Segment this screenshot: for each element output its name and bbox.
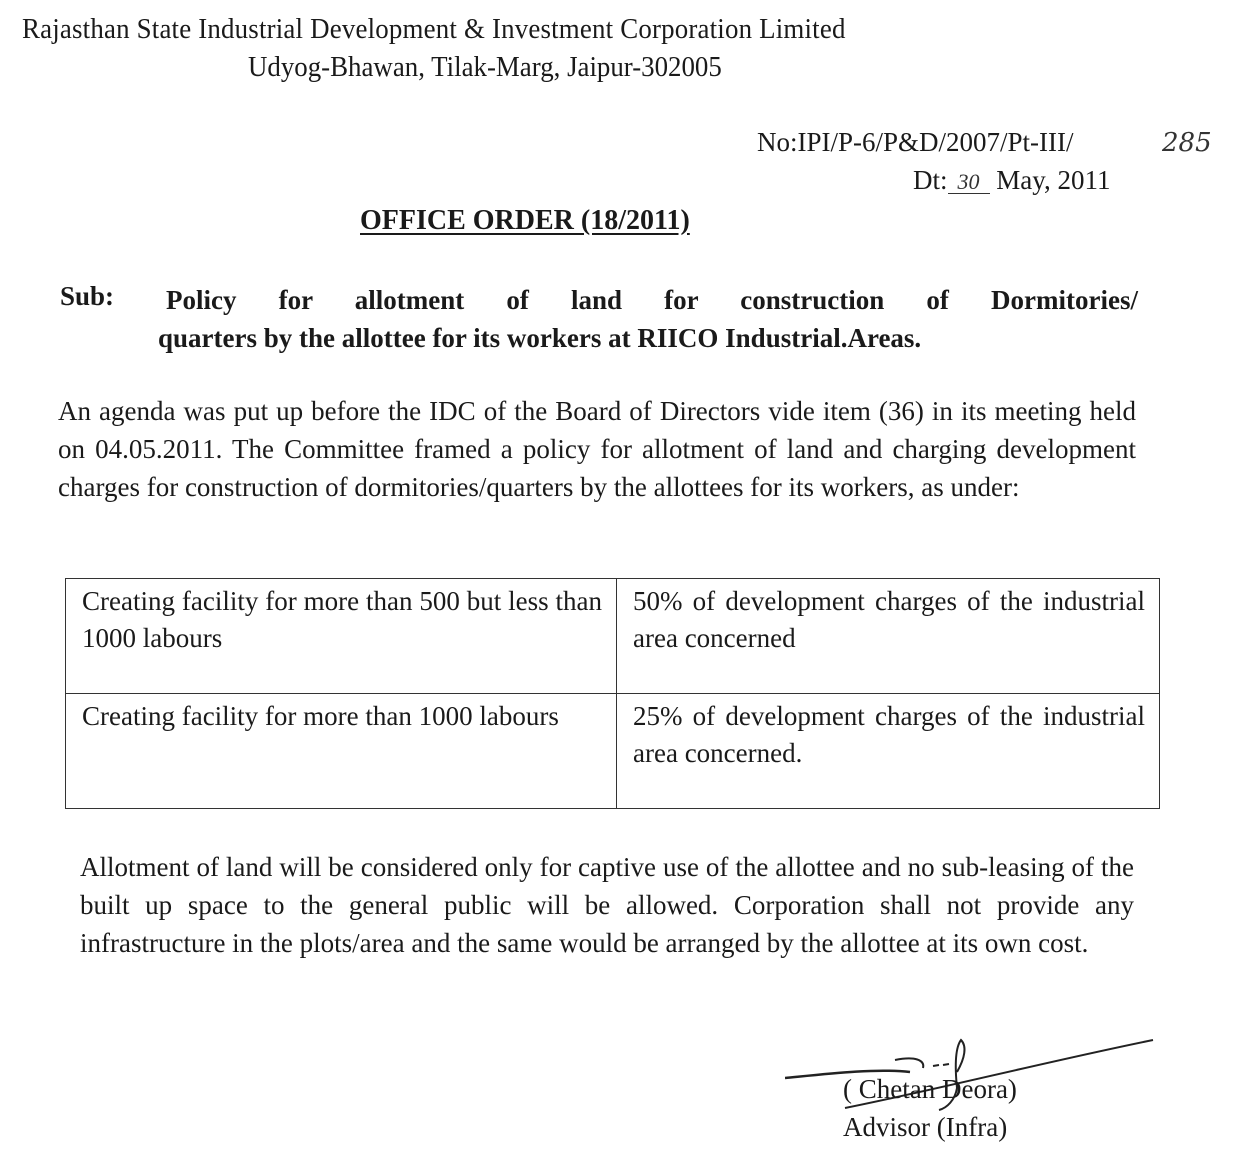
organization-address: Udyog-Bhawan, Tilak-Marg, Jaipur-302005	[248, 52, 722, 83]
subject-text	[158, 281, 1138, 357]
date-day-handwritten: 30	[948, 171, 990, 194]
document-title: OFFICE ORDER (18/2011)	[360, 205, 690, 236]
organization-name: Rajasthan State Industrial Development & Investment Corporation Limited	[22, 14, 846, 45]
reference-number	[757, 127, 1074, 158]
conditions-paragraph: Allotment of land will be considered only for captive use of the allottee and no sub-leasing of the built up space to the general public will be allowed. Corporation shall not provide any infrastructure in the plots/area and the same would be arranged by the allottee at its own cost.	[80, 852, 1134, 958]
policy-table	[65, 578, 1160, 809]
reference-number-printed: No:IPI/P-6/P&D/2007/Pt-III/	[757, 127, 1074, 157]
subject-line-1: Policy for allotment of land for construction of Dormitories/	[166, 285, 1138, 315]
intro-paragraph: An agenda was put up before the IDC of the Board of Directors vide item (36) in its meeting held on 04.05.2011. The Committee framed a policy for allotment of land and charging development charges for construction of dormitories/quarters by the allottees for its workers, as under:	[58, 396, 1136, 502]
date-prefix: Dt:	[913, 165, 948, 195]
charges-cell: 50% of development charges of the industrial area concerned	[617, 579, 1160, 694]
reference-number-handwritten: 285	[1162, 128, 1212, 158]
facility-cell: Creating facility for more than 500 but less than 1000 labours	[66, 579, 617, 694]
charges-cell: 25% of development charges of the industrial area concerned.	[617, 694, 1160, 809]
facility-cell: Creating facility for more than 1000 labours	[66, 694, 617, 809]
order-date	[913, 165, 1111, 196]
table-row	[66, 694, 1160, 809]
table-row	[66, 579, 1160, 694]
subject-line-2: quarters by the allottee for its workers at RIICO Industrial.Areas.	[158, 323, 922, 353]
signatory-designation: Advisor (Infra)	[843, 1112, 1008, 1142]
subject-label: Sub:	[60, 281, 115, 311]
date-month-year: May, 2011	[996, 165, 1111, 195]
signatory-name: ( Chetan Deora)	[843, 1074, 1017, 1104]
